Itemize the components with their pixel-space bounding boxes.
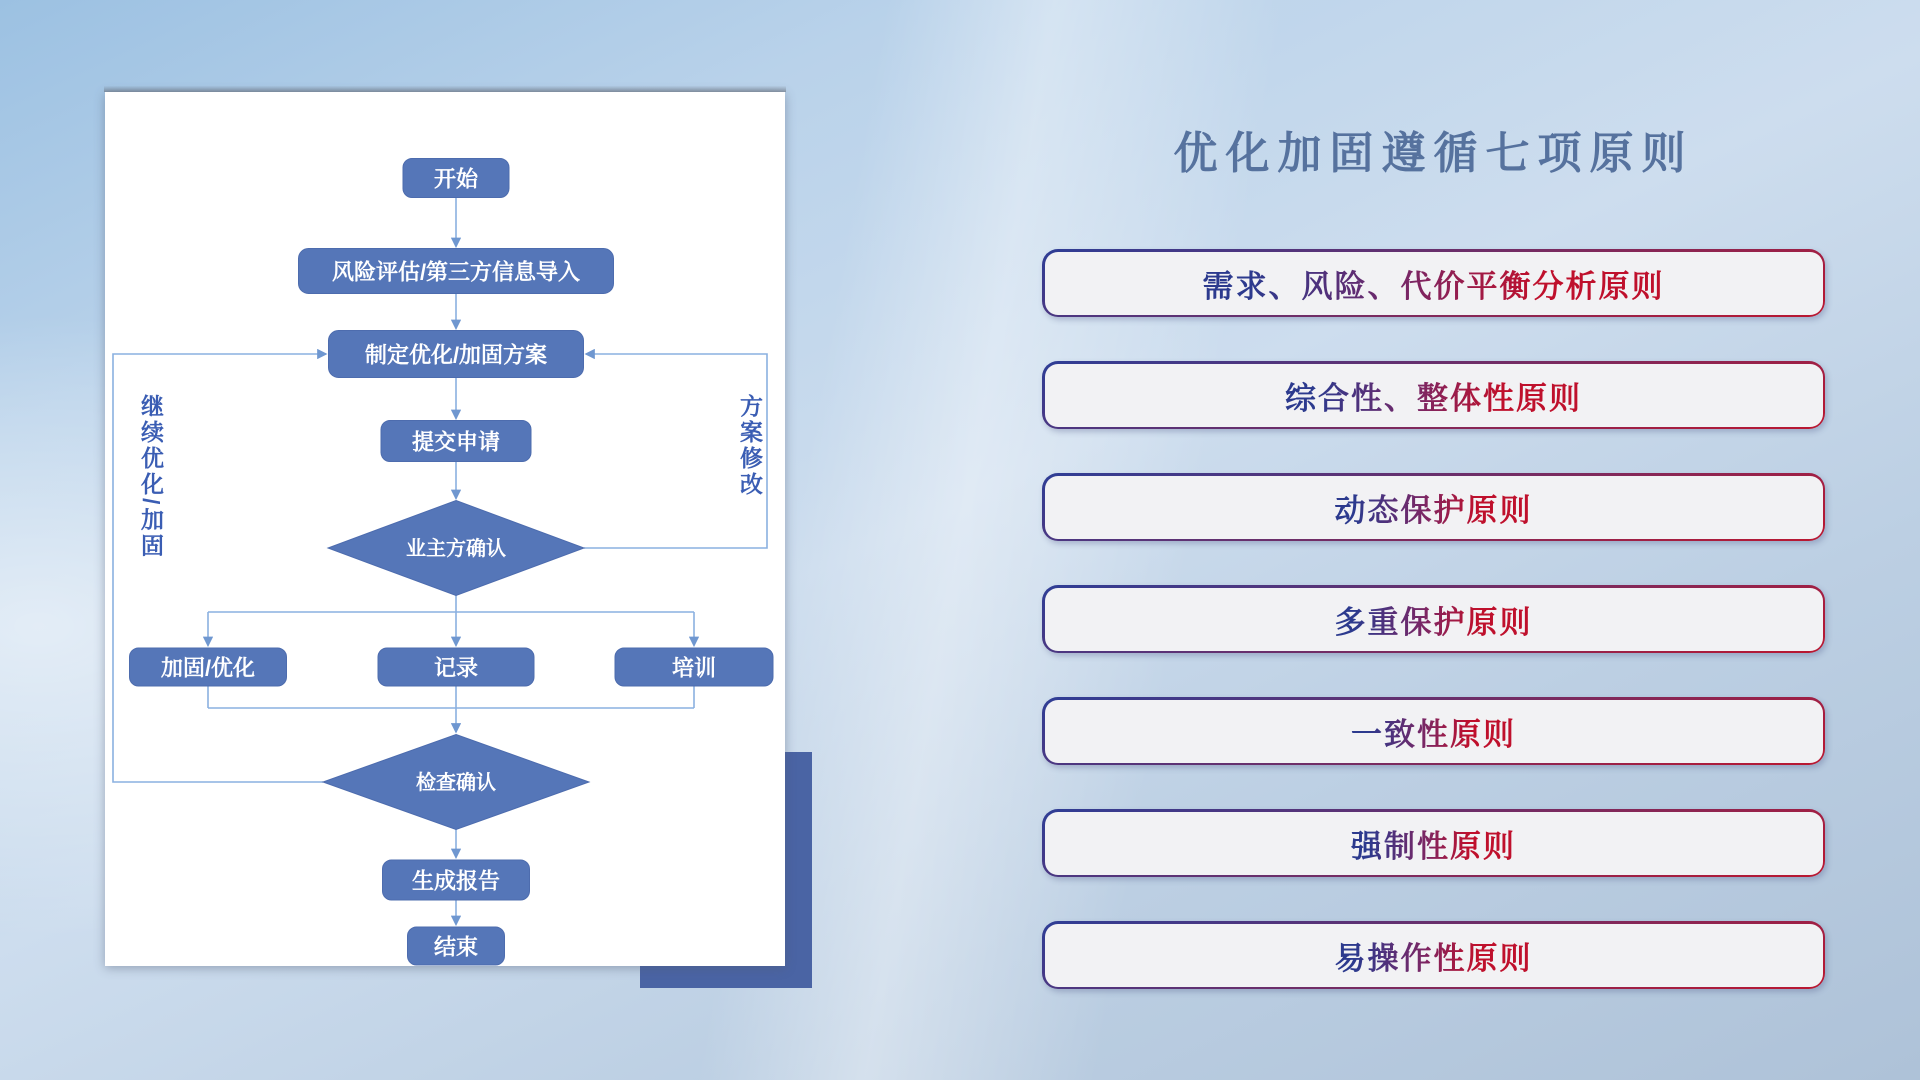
principle-label: 强制性原则	[1351, 821, 1516, 866]
start-label: 开始	[433, 166, 479, 192]
principle-box	[1042, 249, 1825, 317]
check-confirm-label: 检查确认	[416, 772, 496, 794]
principle-label: 动态保护原则	[1335, 485, 1533, 530]
principle-box	[1042, 361, 1825, 429]
make-plan-label: 制定优化/加固方案	[364, 342, 548, 368]
record-label: 记录	[433, 655, 479, 681]
revise-loop-label: 方案修改	[737, 394, 763, 498]
harden-label: 加固/优化	[160, 655, 256, 681]
owner-confirm-label: 业主方确认	[406, 538, 506, 560]
principle-box	[1042, 585, 1825, 653]
principle-label: 综合性、整体性原则	[1285, 373, 1582, 418]
principle-label: 一致性原则	[1351, 709, 1516, 754]
principle-box	[1042, 809, 1825, 877]
training-label: 培训	[671, 655, 717, 681]
principle-box	[1042, 473, 1825, 541]
principle-label: 多重保护原则	[1335, 597, 1533, 642]
flowchart-canvas	[105, 92, 785, 966]
principle-box	[1042, 697, 1825, 765]
report-label: 生成报告	[411, 868, 501, 894]
flowchart-card	[105, 92, 785, 966]
principle-label: 易操作性原则	[1335, 933, 1533, 978]
risk-assess-label: 风险评估/第三方信息导入	[331, 259, 581, 285]
page-title: 优化加固遵循七项原则	[1173, 129, 1694, 178]
end-label: 结束	[433, 934, 479, 960]
principle-label: 需求、风险、代价平衡分析原则	[1203, 261, 1665, 306]
submit-label: 提交申请	[411, 429, 501, 455]
continue-loop-label: 继续优化/加固	[138, 394, 164, 560]
principle-box	[1042, 921, 1825, 989]
